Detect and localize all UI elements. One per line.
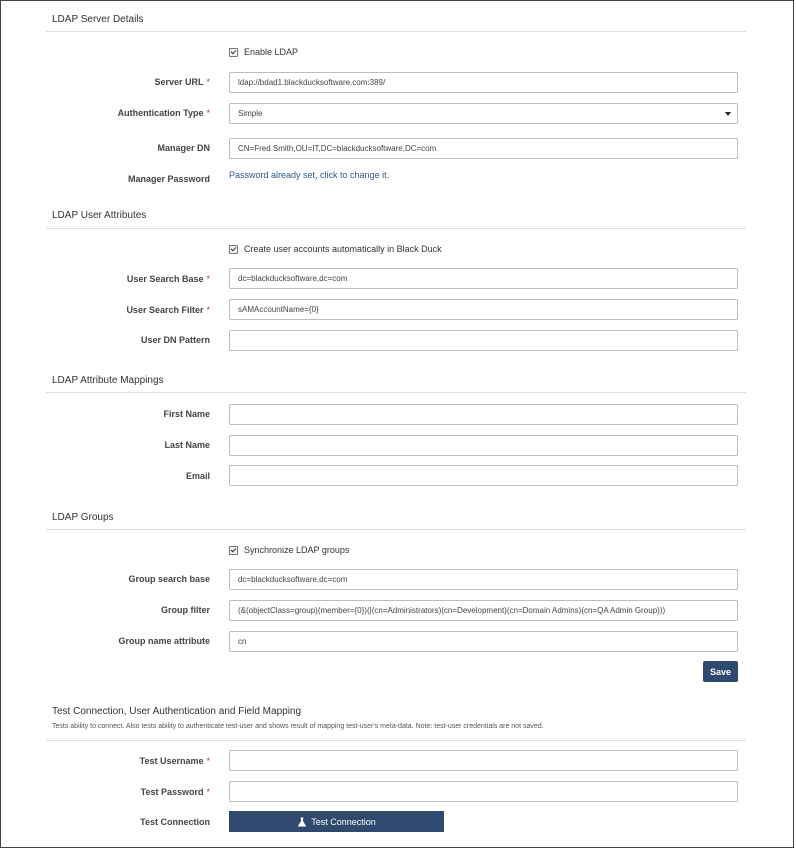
last-name-label: Last Name	[164, 440, 210, 450]
sync-groups-label: Synchronize LDAP groups	[244, 545, 350, 555]
test-description: Tests ability to connect. Also tests ability to authenticate test-user and shows result of mapping test-user's meta-data. Note: test-user credentials are not saved.	[52, 723, 544, 730]
manager-dn-label: Manager DN	[157, 143, 210, 153]
save-button[interactable]: Save	[703, 661, 738, 682]
test-password-input[interactable]	[229, 781, 738, 802]
checkbox-checked-icon[interactable]	[229, 245, 238, 254]
auth-type-value: Simple	[238, 109, 263, 118]
section-title-test: Test Connection, User Authentication and Field Mapping	[52, 706, 302, 717]
user-dn-pattern-label: User DN Pattern	[140, 335, 210, 345]
manager-password-label: Manager Password	[127, 174, 210, 184]
divider	[46, 529, 746, 530]
divider	[46, 392, 746, 393]
create-accounts-checkbox[interactable]	[229, 244, 442, 254]
test-username-input[interactable]	[229, 750, 738, 771]
test-password-label: Test Password *	[140, 787, 210, 797]
manager-dn-input[interactable]: CN=Fred Smith,OU=IT,DC=blackducksoftware,DC=com	[229, 138, 738, 159]
section-title-user-attributes: LDAP User Attributes	[52, 210, 147, 221]
user-search-filter-input[interactable]: sAMAccountName={0}	[229, 299, 738, 320]
test-connection-label: Test Connection	[140, 817, 210, 827]
user-search-base-label: User Search Base *	[126, 274, 210, 284]
test-connection-button[interactable]	[229, 811, 444, 832]
create-accounts-label: Create user accounts automatically in Black Duck	[244, 244, 442, 254]
test-connection-button-label: Test Connection	[311, 816, 376, 827]
last-name-input[interactable]	[229, 435, 738, 456]
section-title-server: LDAP Server Details	[52, 14, 144, 25]
group-search-base-input[interactable]: dc=blackducksoftware,dc=com	[229, 569, 738, 590]
user-search-base-input[interactable]: dc=blackducksoftware,dc=com	[229, 268, 738, 289]
checkbox-checked-icon[interactable]	[229, 48, 238, 57]
auth-type-label: Authentication Type *	[117, 108, 210, 118]
user-dn-pattern-input[interactable]	[229, 330, 738, 351]
email-label: Email	[185, 471, 210, 481]
user-search-filter-label: User Search Filter *	[126, 305, 210, 315]
group-search-base-label: Group search base	[128, 574, 210, 584]
group-filter-input[interactable]: (&(objectClass=group)(member={0})(|(cn=Administrators)(cn=Development)(cn=Domain Admins)(cn=QA Admin Group)))	[229, 600, 738, 621]
checkbox-checked-icon[interactable]	[229, 546, 238, 555]
caret-down-icon	[725, 112, 731, 116]
auth-type-select[interactable]	[229, 103, 738, 124]
server-url-label: Server URL *	[154, 77, 210, 87]
section-title-groups: LDAP Groups	[52, 512, 114, 523]
email-input[interactable]	[229, 465, 738, 486]
flask-icon	[297, 817, 307, 827]
group-name-attribute-input[interactable]: cn	[229, 631, 738, 652]
divider	[46, 31, 746, 32]
first-name-input[interactable]	[229, 404, 738, 425]
server-url-input[interactable]: ldap://bdad1.blackducksoftware.com:389/	[229, 72, 738, 93]
sync-groups-checkbox[interactable]	[229, 545, 349, 555]
divider	[46, 740, 746, 741]
change-password-link[interactable]: Password already set, click to change it.	[229, 170, 390, 180]
enable-ldap-label: Enable LDAP	[244, 47, 299, 57]
section-title-mappings: LDAP Attribute Mappings	[52, 375, 164, 386]
first-name-label: First Name	[163, 409, 210, 419]
enable-ldap-checkbox[interactable]	[229, 47, 298, 57]
test-username-label: Test Username *	[139, 756, 210, 766]
divider	[46, 228, 746, 229]
group-name-attribute-label: Group name attribute	[118, 636, 210, 646]
group-filter-label: Group filter	[161, 605, 210, 615]
